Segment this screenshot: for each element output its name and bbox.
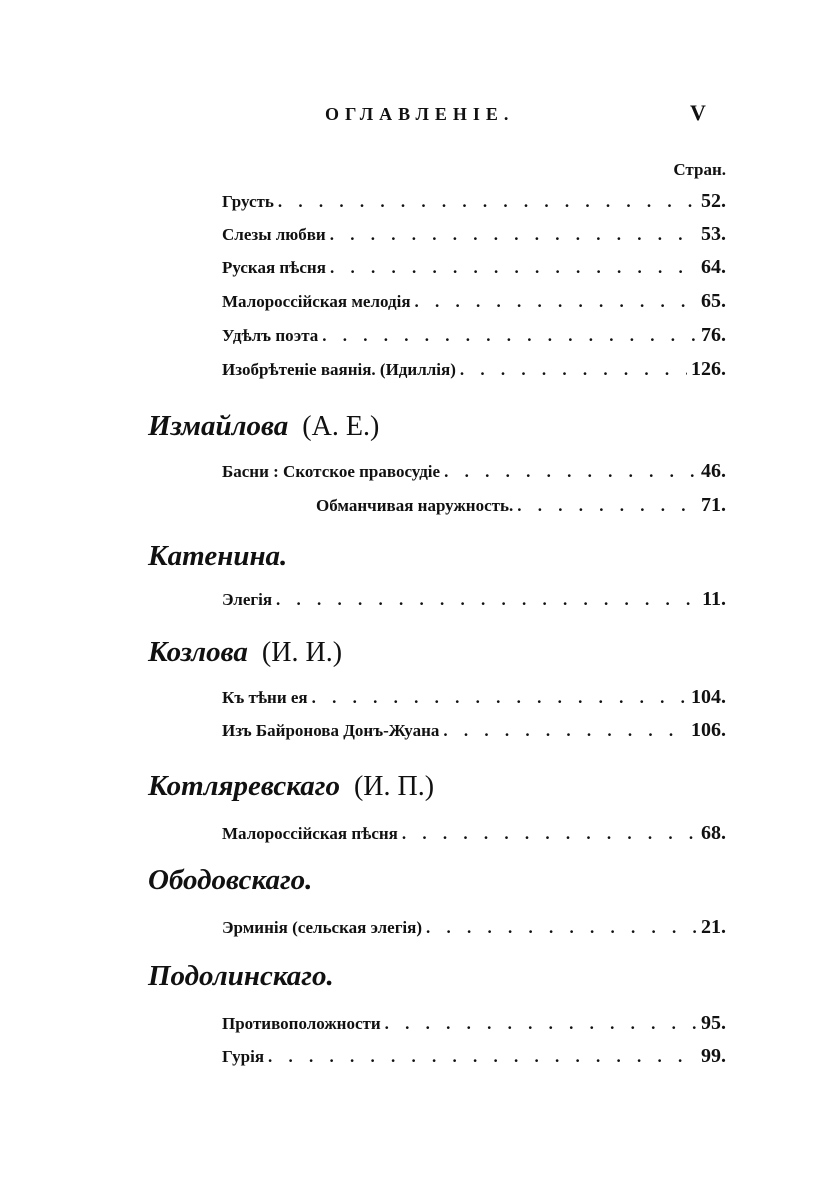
entry-page: 99. [701, 1045, 726, 1067]
toc-entry [222, 1045, 726, 1073]
entry-page: 76. [701, 324, 726, 346]
toc-entry [222, 460, 726, 488]
leader-dots [517, 496, 697, 516]
toc-entry [222, 358, 726, 386]
leader-dots [330, 225, 697, 245]
page-number: V [690, 100, 706, 125]
entry-title: Къ тѣни ея [222, 688, 308, 707]
toc-entry [222, 1012, 726, 1040]
page-title: ОГЛАВЛЕНІЕ. [325, 104, 515, 124]
entry-title: Басни : Скотское правосудіе [222, 462, 441, 481]
leader-dots [268, 1047, 697, 1067]
entry-page: 52. [701, 190, 726, 212]
entry-page: 104. [691, 686, 726, 708]
leader-dots [460, 360, 687, 380]
author-initials: (И. И.) [261, 637, 343, 668]
toc-entry [222, 686, 726, 714]
entry-title: Изъ Байронова Донъ-Жуана [222, 721, 440, 740]
leader-dots [385, 1014, 697, 1034]
author-name: Котляревскаго [148, 770, 340, 802]
leader-dots [322, 326, 697, 346]
toc-entry [222, 290, 726, 318]
entry-page: 53. [701, 223, 726, 245]
author-heading [148, 960, 334, 993]
entry-title: Малороссійская пѣсня [222, 824, 398, 843]
author-heading [148, 636, 342, 669]
author-heading [148, 410, 379, 443]
entry-page: 46. [701, 460, 726, 482]
entry-page: 71. [701, 494, 726, 516]
author-initials: (А. Е.) [302, 411, 380, 442]
toc-entry [222, 822, 726, 850]
leader-dots [443, 721, 687, 741]
entry-title: Малороссійская мелодія [222, 292, 411, 311]
author-initials: (И. П.) [353, 771, 435, 802]
toc-entry [316, 494, 726, 522]
toc-entry [222, 916, 726, 944]
leader-dots [278, 192, 697, 212]
entry-title: Элегія [222, 590, 273, 609]
leader-dots [444, 462, 697, 482]
entry-title: Обманчивая наружность. [316, 496, 514, 515]
toc-entry [222, 256, 726, 284]
entry-page: 64. [701, 256, 726, 278]
author-heading [148, 770, 434, 803]
entry-page: 11. [702, 588, 726, 610]
entry-page: 21. [701, 916, 726, 938]
leader-dots [330, 258, 697, 278]
entry-page: 65. [701, 290, 726, 312]
entry-title: Противоположности [222, 1014, 381, 1033]
entry-page: 126. [691, 358, 726, 380]
author-name: Измайлова [148, 410, 289, 442]
toc-entry [222, 719, 726, 747]
author-name: Козлова [148, 636, 248, 668]
entry-page: 95. [701, 1012, 726, 1034]
toc-entry [222, 223, 726, 251]
entry-title: Слезы любви [222, 225, 326, 244]
page-header [0, 100, 840, 132]
entry-title: Изобрѣтеніе ваянія. (Идиллія) [222, 360, 456, 379]
leader-dots [312, 688, 687, 708]
entry-page: 68. [701, 822, 726, 844]
author-name: Ободовскаго. [148, 864, 313, 896]
entry-title: Гурія [222, 1047, 265, 1066]
entry-title: Грусть [222, 192, 274, 211]
toc-entry [222, 588, 726, 616]
leader-dots [426, 918, 697, 938]
leader-dots [415, 292, 697, 312]
page-column-label: Стран. [673, 160, 726, 179]
author-name: Катенина. [148, 540, 288, 572]
author-name: Подолинскаго. [148, 960, 334, 992]
entry-title: Удѣлъ поэта [222, 326, 319, 345]
entry-title: Руская пѣсня [222, 258, 326, 277]
toc-entry [222, 324, 726, 352]
entry-page: 106. [691, 719, 726, 741]
leader-dots [276, 590, 698, 610]
author-heading [148, 540, 287, 573]
author-heading [148, 864, 312, 897]
entry-title: Эрминія (сельская элегія) [222, 918, 423, 937]
leader-dots [402, 824, 697, 844]
toc-entry [222, 190, 726, 218]
